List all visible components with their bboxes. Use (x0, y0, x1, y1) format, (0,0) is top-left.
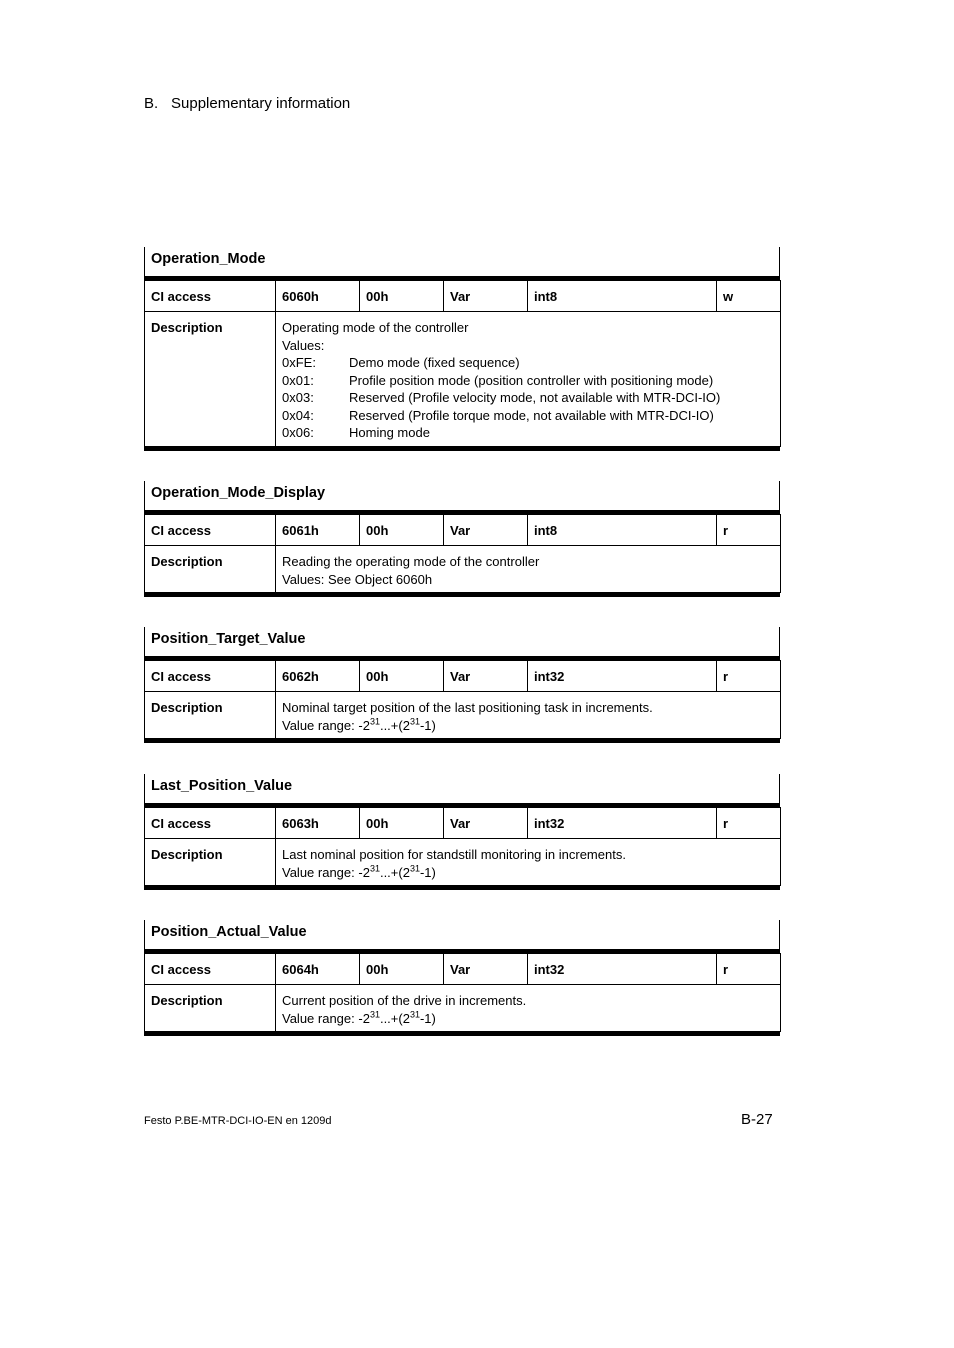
range-suffix: -1) (419, 717, 436, 733)
description-line: Values: (282, 337, 325, 353)
description-text (276, 839, 781, 886)
description-line: Nominal target position of the last positioning task in increments. (282, 700, 653, 715)
object-properties (144, 953, 781, 1032)
subindex-cell: 00h (360, 954, 444, 985)
value-text: Reserved (Profile velocity mode, not available with MTR-DCI-IO) (349, 390, 721, 405)
description-label: Description (145, 546, 276, 593)
object-properties (144, 514, 781, 593)
description-label: Description (145, 312, 276, 447)
object-table-position-actual-value (144, 920, 780, 1036)
object-title: Operation_Mode_Display (144, 481, 780, 514)
description-line: Values: See Object 6060h (282, 571, 433, 587)
range-prefix: Value range: -2 (282, 864, 370, 880)
range-suffix: -1) (419, 864, 436, 880)
ci-access-row (145, 515, 781, 546)
description-text (276, 546, 781, 593)
description-row (145, 312, 781, 447)
ci-access-label: CI access (145, 281, 276, 312)
type-cell: Var (444, 954, 528, 985)
range-exponent: 31 (369, 1009, 380, 1020)
object-title: Position_Target_Value (144, 627, 780, 660)
range-mid: ...+(2 (379, 1010, 410, 1026)
description-row (145, 839, 781, 886)
description-text (276, 692, 781, 739)
datatype-cell: int8 (528, 515, 717, 546)
object-properties (144, 807, 781, 886)
description-line: Reading the operating mode of the controller (282, 554, 540, 569)
description-text (276, 312, 781, 447)
index-cell: 6060h (276, 281, 360, 312)
type-cell: Var (444, 808, 528, 839)
value-code: 0x01: (282, 372, 314, 388)
value-range (282, 717, 774, 735)
ci-access-row (145, 808, 781, 839)
table-bottom-rule (144, 447, 780, 451)
access-cell: r (717, 661, 781, 692)
description-row (145, 985, 781, 1032)
object-table-last-position-value (144, 774, 780, 890)
value-row (282, 372, 774, 390)
value-row (282, 389, 774, 407)
footer-document-id: Festo P.BE-MTR-DCI-IO-EN en 1209d (144, 1115, 332, 1127)
description-line: Last nominal position for standstill monitoring in increments. (282, 847, 626, 862)
value-row (282, 354, 774, 372)
ci-access-label: CI access (145, 661, 276, 692)
access-cell: w (717, 281, 781, 312)
object-table-operation-mode-display (144, 481, 780, 597)
datatype-cell: int8 (528, 281, 717, 312)
object-title: Operation_Mode (144, 247, 780, 280)
type-cell: Var (444, 661, 528, 692)
ci-access-label: CI access (145, 515, 276, 546)
value-code: 0x04: (282, 407, 314, 423)
value-code: 0x06: (282, 425, 314, 440)
description-label: Description (145, 839, 276, 886)
type-cell: Var (444, 281, 528, 312)
ci-access-label: CI access (145, 808, 276, 839)
range-exponent: 31 (409, 1009, 420, 1020)
value-range (282, 1010, 774, 1028)
range-exponent: 31 (409, 863, 420, 874)
subindex-cell: 00h (360, 661, 444, 692)
description-row (145, 692, 781, 739)
range-suffix: -1) (419, 1010, 436, 1026)
description-label: Description (145, 692, 276, 739)
ci-access-label: CI access (145, 954, 276, 985)
datatype-cell: int32 (528, 954, 717, 985)
range-prefix: Value range: -2 (282, 1010, 370, 1026)
object-properties (144, 660, 781, 739)
object-title: Position_Actual_Value (144, 920, 780, 953)
access-cell: r (717, 515, 781, 546)
range-mid: ...+(2 (379, 717, 410, 733)
description-row (145, 546, 781, 593)
description-label: Description (145, 985, 276, 1032)
object-table-operation-mode (144, 247, 780, 451)
range-mid: ...+(2 (379, 864, 410, 880)
value-range (282, 864, 774, 882)
range-exponent: 31 (369, 863, 380, 874)
table-bottom-rule (144, 1032, 780, 1036)
subindex-cell: 00h (360, 281, 444, 312)
object-table-position-target-value (144, 627, 780, 743)
value-text: Homing mode (349, 425, 430, 440)
section-title: Supplementary information (171, 95, 351, 112)
index-cell: 6063h (276, 808, 360, 839)
value-text: Profile position mode (position controller with positioning mode) (349, 372, 714, 388)
value-row (282, 424, 774, 442)
subindex-cell: 00h (360, 515, 444, 546)
subindex-cell: 00h (360, 808, 444, 839)
description-line: Current position of the drive in increments. (282, 993, 527, 1008)
section-number: B. (144, 95, 159, 112)
access-cell: r (717, 954, 781, 985)
index-cell: 6061h (276, 515, 360, 546)
description-line: Operating mode of the controller (282, 320, 469, 335)
type-cell: Var (444, 515, 528, 546)
table-bottom-rule (144, 593, 780, 597)
value-text: Reserved (Profile torque mode, not available with MTR-DCI-IO) (349, 407, 714, 423)
ci-access-row (145, 281, 781, 312)
ci-access-row (145, 954, 781, 985)
range-exponent: 31 (409, 716, 420, 727)
value-code: 0xFE: (282, 355, 316, 370)
ci-access-row (145, 661, 781, 692)
value-text: Demo mode (fixed sequence) (349, 355, 520, 370)
page-number: B-27 (741, 1111, 773, 1128)
range-exponent: 31 (369, 716, 380, 727)
value-code: 0x03: (282, 390, 314, 405)
page-header (144, 95, 350, 112)
object-title: Last_Position_Value (144, 774, 780, 807)
table-bottom-rule (144, 739, 780, 743)
datatype-cell: int32 (528, 808, 717, 839)
object-properties (144, 280, 781, 447)
value-row (282, 407, 774, 425)
index-cell: 6064h (276, 954, 360, 985)
datatype-cell: int32 (528, 661, 717, 692)
table-bottom-rule (144, 886, 780, 890)
index-cell: 6062h (276, 661, 360, 692)
range-prefix: Value range: -2 (282, 717, 370, 733)
access-cell: r (717, 808, 781, 839)
description-text (276, 985, 781, 1032)
